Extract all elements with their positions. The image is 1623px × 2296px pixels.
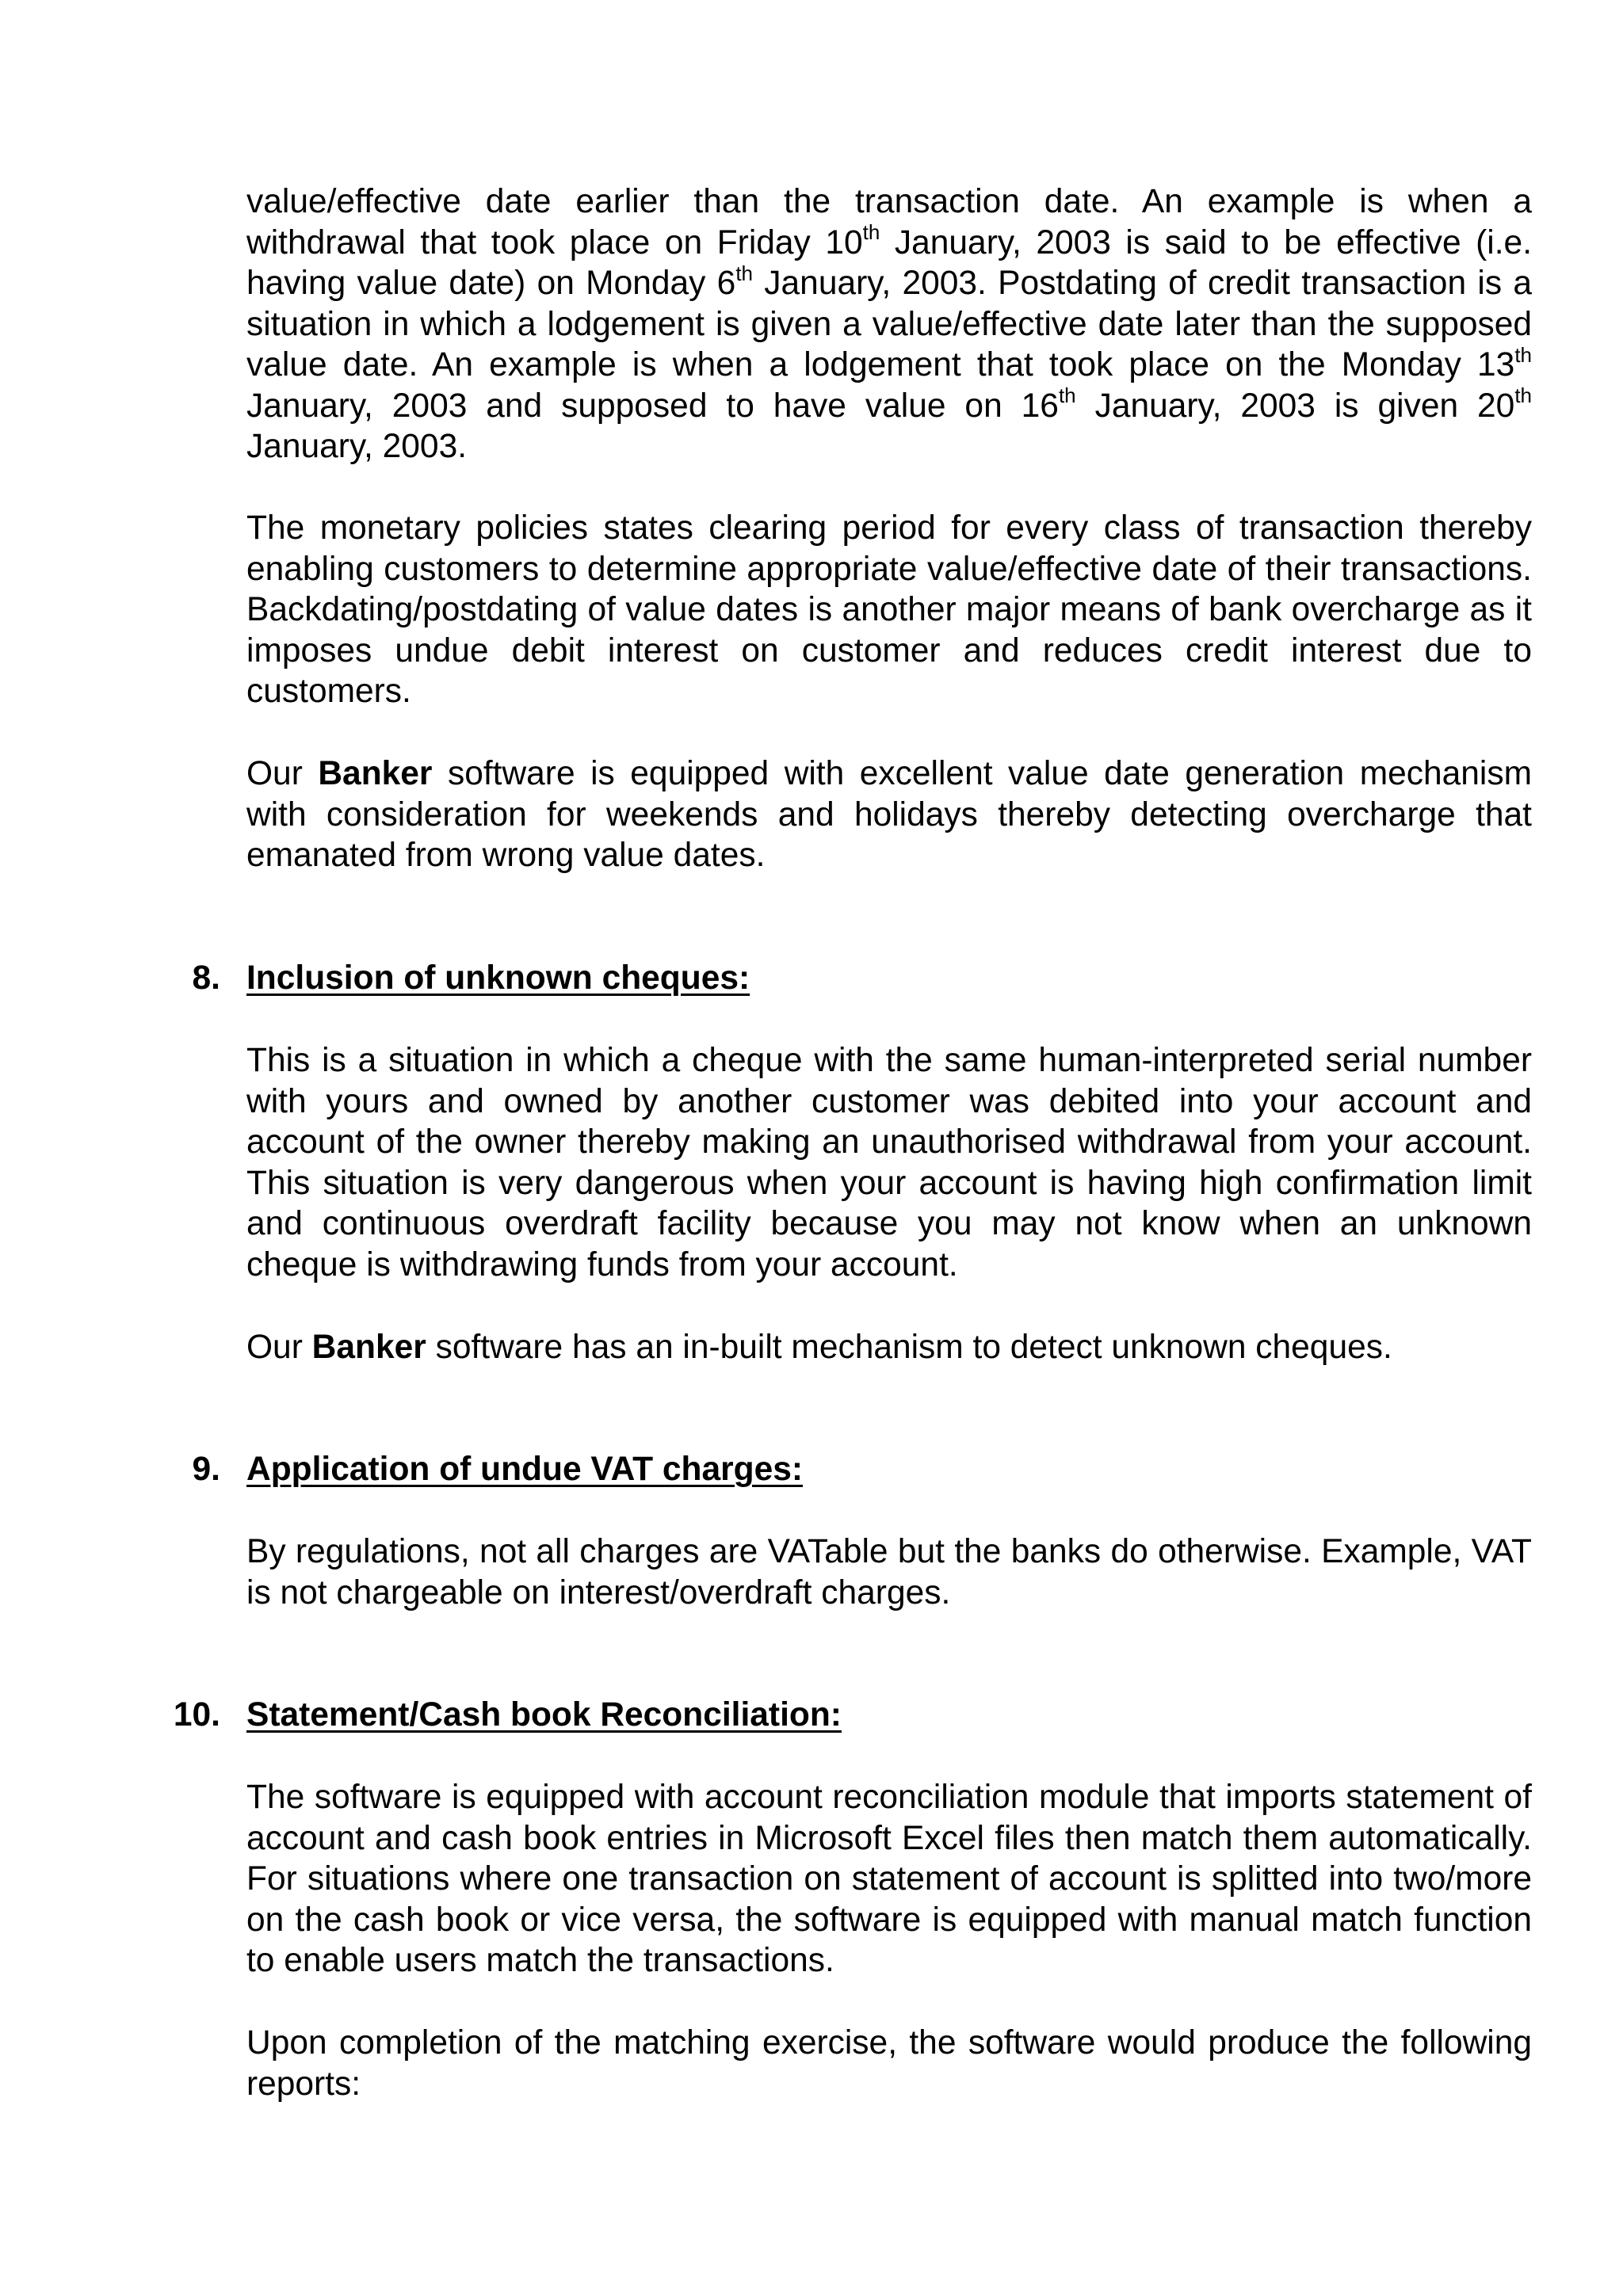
section-title: Inclusion of unknown cheques: <box>246 959 750 997</box>
section-10-paragraph-1: The software is equipped with account reconciliation module that imports statement of account and cash book entries in Microsoft Excel files then match them automatically. For situations where one transaction on statement of account is splitted into two/more on the cash book or vice versa, the software is equipped with manual match function to enable users match the transactions. <box>246 1779 1532 1979</box>
banker-product-name: Banker <box>311 1329 426 1366</box>
section-9-paragraph-1: By regulations, not all charges are VATable but the banks do otherwise. Example, VAT is not chargeable on interest/overdraft charges. <box>246 1533 1532 1611</box>
section-title: Statement/Cash book Reconciliation: <box>246 1696 842 1733</box>
intro-paragraph-monetary-policies: The monetary policies states clearing period for every class of transaction thereby enabling customers to determine appropriate value/effective date of their transactions. Backdating/postdating of value dates is another major means of bank overcharge as it imposes undue debit interest on customer and reduces credit interest due to customers. <box>246 509 1532 710</box>
section-number: 8. <box>192 959 220 997</box>
section-number: 9. <box>192 1451 220 1488</box>
section-8-paragraph-1: This is a situation in which a cheque with the same human-interpreted serial number with yours and owned by another customer was debited into your account and account of the owner thereby making an unauthorised withdrawal from your account. This situation is very dangerous when your account is having high confirmation limit and continuous overdraft facility because you may not know when an unknown cheque is withdrawing funds from your account. <box>246 1042 1532 1283</box>
intro-paragraph-value-date: value/effective date earlier than the transaction date. An example is when a withdrawal that took place on Friday 10th January, 2003 is said to be effective (i.e. having value date) on Monday 6th January, 2003. Postdating of credit transaction is a situation in which a lodgement is given a value/effective date later than the supposed value date. An example is when a lodgement that took place on the Monday 13th January, 2003 and supposed to have value on 16th January, 2003 is given 20th January, 2003. <box>246 183 1533 465</box>
intro-paragraph-banker-value-date: Our Banker software is equipped with excellent value date generation mechanism with consideration for weekends and holidays thereby detecting overcharge that emanated from wrong value dates. <box>246 755 1532 874</box>
section-title: Application of undue VAT charges: <box>246 1451 804 1488</box>
section-10-paragraph-2: Upon completion of the matching exercise, the software would produce the following reports: <box>246 2024 1532 2103</box>
section-8-paragraph-2: Our Banker software has an in-built mechanism to detect unknown cheques. <box>246 1329 1392 1366</box>
banker-product-name: Banker <box>318 755 433 792</box>
section-number: 10. <box>173 1696 220 1733</box>
section-heading-10 <box>0 1695 1623 1736</box>
section-heading-9 <box>0 1449 1623 1490</box>
section-heading-8 <box>0 958 1623 999</box>
